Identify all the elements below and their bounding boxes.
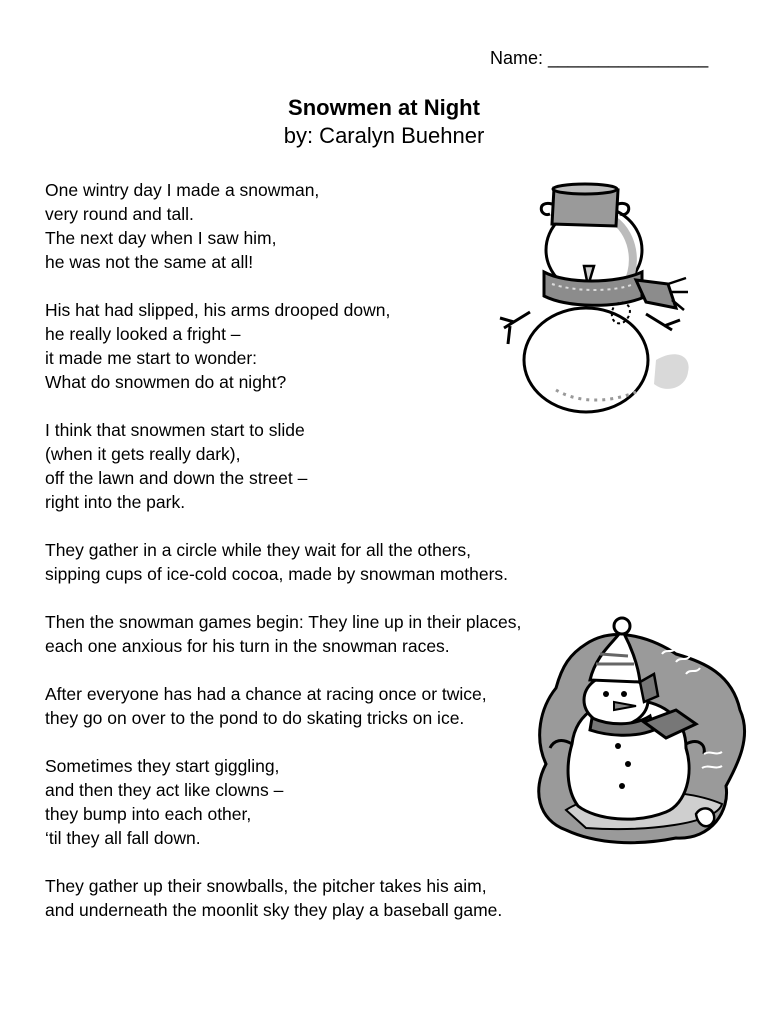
poem-line: and then they act like clowns – — [45, 780, 284, 800]
poem-stanza — [45, 538, 625, 586]
poem-line: What do snowmen do at night? — [45, 372, 287, 392]
poem-line: The next day when I saw him, — [45, 228, 277, 248]
poem-line: they go on over to the pond to do skating tricks on ice. — [45, 708, 465, 728]
poem-line: They gather in a circle while they wait for all the others, — [45, 540, 472, 560]
poem-stanza — [45, 874, 625, 922]
poem-line: off the lawn and down the street – — [45, 468, 308, 488]
poem-line: he really looked a fright – — [45, 324, 241, 344]
name-field — [490, 46, 708, 70]
poem-line: ‘til they all fall down. — [45, 828, 201, 848]
poem-title: Snowmen at Night — [288, 95, 480, 120]
poem-line: They gather up their snowballs, the pitcher takes his aim, — [45, 876, 487, 896]
poem-line: I think that snowmen start to slide — [45, 420, 305, 440]
title-block — [0, 94, 768, 150]
name-blank: ________________ — [548, 48, 709, 68]
melting-snowman-icon — [526, 614, 756, 850]
poem-stanza — [45, 418, 625, 514]
poem-line: Then the snowman games begin: They line up in their places, — [45, 612, 522, 632]
poem-line: right into the park. — [45, 492, 186, 512]
poem-line: sipping cups of ice-cold cocoa, made by snowman mothers. — [45, 564, 509, 584]
poem-line: he was not the same at all! — [45, 252, 254, 272]
poem-line: and underneath the moonlit sky they play a baseball game. — [45, 900, 503, 920]
poem-line: very round and tall. — [45, 204, 194, 224]
poem-line: it made me start to wonder: — [45, 348, 258, 368]
poem-author: by: Caralyn Buehner — [283, 123, 485, 148]
name-label: Name: — [490, 48, 544, 68]
poem-line: After everyone has had a chance at racing once or twice, — [45, 684, 487, 704]
snowman-with-bucket-hat-icon — [496, 180, 696, 416]
poem-line: One wintry day I made a snowman, — [45, 180, 320, 200]
poem-line: Sometimes they start giggling, — [45, 756, 280, 776]
poem-line: His hat had slipped, his arms drooped down, — [45, 300, 391, 320]
poem-line: (when it gets really dark), — [45, 444, 241, 464]
poem-line: each one anxious for his turn in the snowman races. — [45, 636, 450, 656]
poem-line: they bump into each other, — [45, 804, 252, 824]
